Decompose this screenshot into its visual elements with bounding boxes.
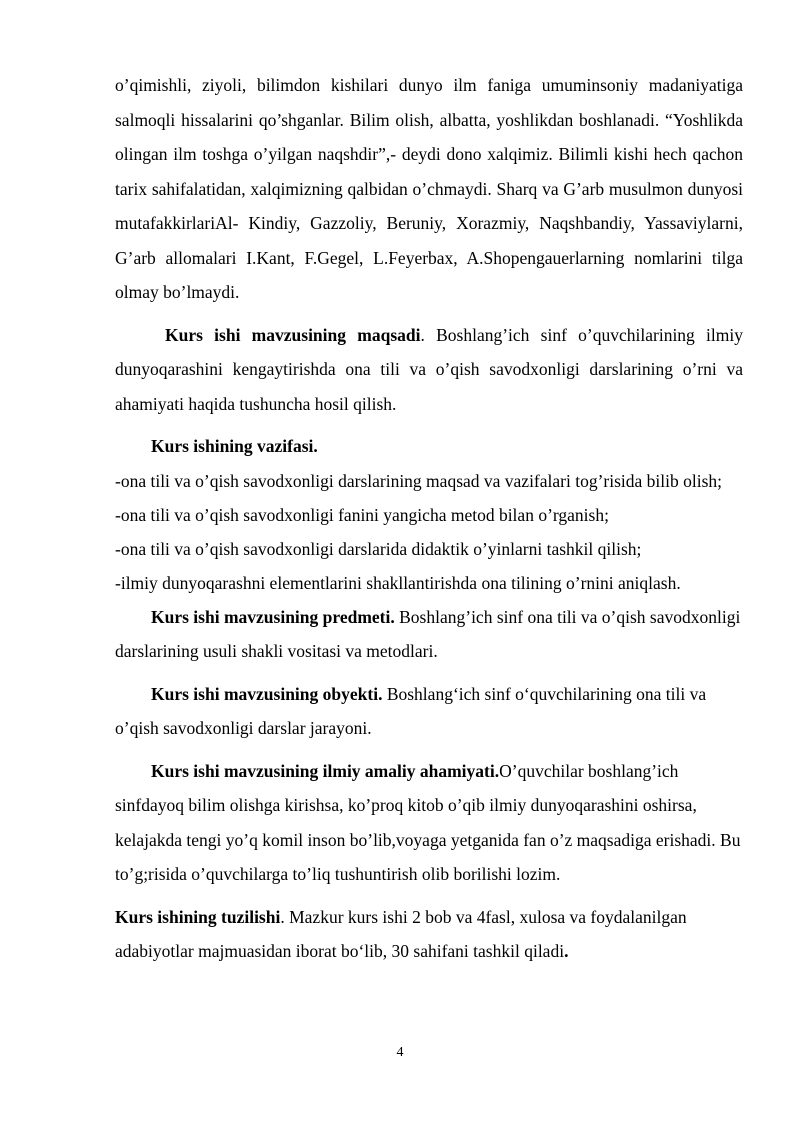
object-paragraph — [115, 677, 743, 746]
document-body — [115, 68, 743, 969]
subject-paragraph — [115, 600, 743, 669]
structure-heading: Kurs ishining tuzilishi — [115, 906, 281, 927]
structure-paragraph — [115, 900, 743, 969]
significance-heading: Kurs ishi mavzusining ilmiy amaliy ahamiyati. — [151, 760, 500, 781]
task-item: -ona tili va o’qish savodxonligi darslarida didaktik o’yinlarni tashkil qilish; — [115, 538, 642, 559]
structure-text: . Mazkur kurs ishi 2 bob va 4fasl, xulosa va foydalanilgan adabiyotlar majmuasidan iborat bo‘lib, 30 sahifani tashkil qiladi — [115, 906, 687, 961]
goal-heading: Kurs ishi mavzusining maqsadi — [165, 324, 421, 345]
intro-paragraph: o’qimishli, ziyoli, bilimdon kishilari dunyo ilm faniga umuminsoniy madaniyatiga salmoqli hissalarini qo’shganlar. Bilim olish, albatta, yoshlikdan boshlanadi. “Yoshlikda olingan ilm toshga o’yilgan naqshdir”,- deydi dono xalqimiz. Bilimli kishi hech qachon tarix sahifalatidan, xalqimizning qalbidan o’chmaydi. Sharq va G’arb musulmon dunyosi mutafakkirlariAl- Kindiy, Gazzoliy, Beruniy, Xorazmiy, Naqshbandiy, Yassaviylarni, G’arb allomalari I.Kant, F.Gegel, L.Feyerbax, A.Shopengauerlarning nomlarini tilga olmay bo’lmaydi. — [115, 75, 743, 302]
significance-paragraph — [115, 754, 743, 892]
object-heading: Kurs ishi mavzusining obyekti. — [151, 683, 383, 704]
goal-paragraph — [115, 318, 743, 422]
subject-text: Boshlang’ich sinf ona tili va o’qish savodxonligi darslarining usuli shakli vositasi va metodlari. — [115, 606, 741, 661]
page-number: 4 — [396, 1045, 404, 1060]
task-item: -ona tili va o’qish savodxonligi fanini yangicha metod bilan o’rganish; — [115, 504, 609, 525]
tasks-heading-text: Kurs ishining vazifasi. — [151, 436, 318, 456]
object-text: Boshlang‘ich sinf o‘quvchilarining ona tili va o’qish savodxonligi darslar jarayoni. — [115, 683, 707, 738]
task-item: -ilmiy dunyoqarashni elementlarini shakllantirishda ona tilining o’rnini aniqlash. — [115, 572, 681, 593]
subject-heading: Kurs ishi mavzusining predmeti. — [151, 606, 395, 627]
structure-end-mark: . — [564, 941, 569, 961]
task-item: -ona tili va o’qish savodxonligi darslarining maqsad va vazifalari tog’risida bilib olish; — [115, 470, 723, 491]
significance-text: O’quvchilar boshlang’ich sinfdayoq bilim olishga kirishsa, ko’proq kitob o’qib ilmiy dunyoqarashini oshirsa, kelajakda tengi yo’q komil inson bo’lib,voyaga yetganida fan o’z maqsadiga erishadi. Bu to’g;risida o’quvchilarga to’liq tushuntirish olib borilishi lozim. — [115, 760, 741, 884]
tasks-heading — [115, 429, 743, 464]
goal-text: . Boshlang’ich sinf o’quvchilarining ilmiy dunyoqarashini kengaytirishda ona tili va o’qish savodxonligi darslarining o’rni va ahamiyati haqida tushuncha hosil qilish. — [115, 324, 744, 414]
